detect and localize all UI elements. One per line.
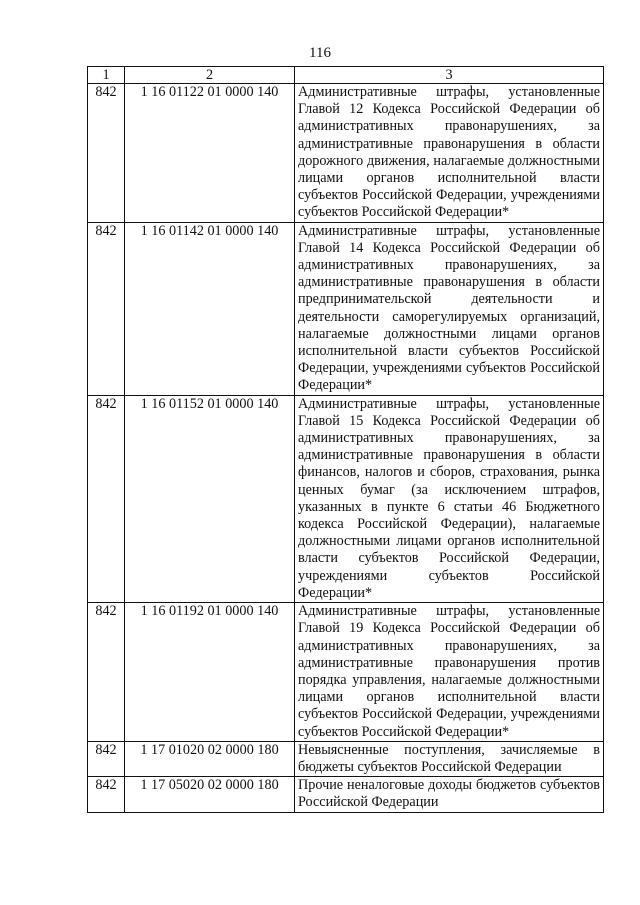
admin-code-cell: 842 — [88, 222, 125, 395]
table-row — [88, 741, 604, 776]
table-row — [88, 603, 604, 742]
table-row — [88, 395, 604, 602]
column-header-2: 2 — [125, 67, 295, 84]
table-row — [88, 84, 604, 223]
page-number: 116 — [309, 45, 331, 61]
kbk-code-cell: 1 16 01192 01 0000 140 — [125, 603, 295, 742]
description-cell: Административные штрафы, установленные Главой 19 Кодекса Российской Федерации об административных правонарушениях, за административные правонарушения против порядка управления, налагаемые должностными лицами органов исполнительной власти субъектов Российской Федерации, учреждениями субъектов Российской Федерации* — [295, 603, 604, 742]
revenue-codes-table — [87, 66, 604, 813]
admin-code-cell: 842 — [88, 395, 125, 602]
kbk-code-cell: 1 16 01142 01 0000 140 — [125, 222, 295, 395]
column-header-3: 3 — [295, 67, 604, 84]
admin-code-cell: 842 — [88, 777, 125, 812]
description-cell: Административные штрафы, установленные Главой 14 Кодекса Российской Федерации об административных правонарушениях, за административные правонарушения в области предпринимательской деятельности и деятельности саморегулируемых организаций, налагаемые должностными лицами органов исполнительной власти субъектов Российской Федерации, учреждениями субъектов Российской Федерации* — [295, 222, 604, 395]
kbk-code-cell: 1 17 05020 02 0000 180 — [125, 777, 295, 812]
description-cell: Прочие неналоговые доходы бюджетов субъектов Российской Федерации — [295, 777, 604, 812]
table-body — [88, 84, 604, 813]
table-row — [88, 222, 604, 395]
description-cell: Административные штрафы, установленные Главой 15 Кодекса Российской Федерации об административных правонарушениях, за административные правонарушения в области финансов, налогов и сборов, страхования, рынка ценных бумаг (за исключением штрафов, указанных в пункте 6 статьи 46 Бюджетного кодекса Российской Федерации), налагаемые должностными лицами органов исполнительной власти субъектов Российской Федерации, учреждениями субъектов Российской Федерации* — [295, 395, 604, 602]
header-row — [88, 67, 604, 84]
table-header — [88, 67, 604, 84]
description-cell: Невыясненные поступления, зачисляемые в бюджеты субъектов Российской Федерации — [295, 741, 604, 776]
kbk-code-cell: 1 16 01122 01 0000 140 — [125, 84, 295, 223]
admin-code-cell: 842 — [88, 603, 125, 742]
kbk-code-cell: 1 17 01020 02 0000 180 — [125, 741, 295, 776]
admin-code-cell: 842 — [88, 741, 125, 776]
admin-code-cell: 842 — [88, 84, 125, 223]
description-cell: Административные штрафы, установленные Главой 12 Кодекса Российской Федерации об административных правонарушениях, за административные правонарушения в области дорожного движения, налагаемые должностными лицами органов исполнительной власти субъектов Российской Федерации, учреждениями субъектов Российской Федерации* — [295, 84, 604, 223]
table-row — [88, 777, 604, 812]
kbk-code-cell: 1 16 01152 01 0000 140 — [125, 395, 295, 602]
column-header-1: 1 — [88, 67, 125, 84]
